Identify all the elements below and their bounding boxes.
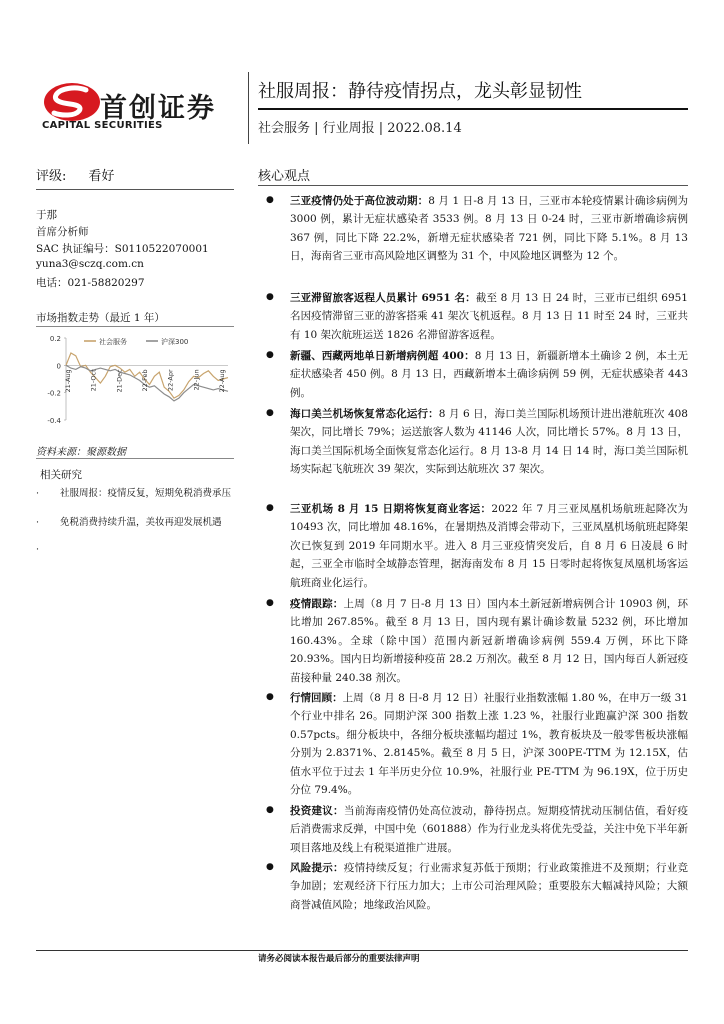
bullet-icon: ● [266,292,274,302]
analyst-name: 于那 [36,209,57,221]
related-item[interactable]: · 免税消费持续升温，美妆再迎发展机遇 [36,517,222,528]
bullet-icon: ● [266,805,274,815]
x-tick-label: 22-Feb [141,369,149,392]
chart-title: 市场指数走势（最近 1 年） [36,312,165,324]
core-item-market-review: 行情回顾：上周（8 月 8 日-8 月 12 日）社服行业指数涨幅 1.80 %，在申万一级 31 个行业中排名 26。同期沪深 300 指数上涨 1.23 %，社服行业跑赢沪深 300 指数 0.57pcts。细分板块中，各细分板块涨幅均超过 1%，教育板块及一般零售板块涨幅分别为 2.8371%、2.8145%。截至 8 月 5 日，沪深 300PE-TTM 为 12.15X，估值水平位于过去 1 年半历史分位 10.9%，社服行业 PE-TTM 为 96.19X，位于历史分位 79.4%。 [290,692,688,797]
market-index-chart [36,328,236,433]
core-views-title: 核心观点 [258,169,311,184]
core-item-investment-advice: 投资建议：当前海南疫情仍处高位波动，静待拐点。短期疫情扰动压制估值，看好疫后消费需求反弹，中国中免（601888）作为行业龙头将优先受益，关注中免下半年新项目落地及线上有税渠道推广进展。 [290,805,689,854]
x-tick-label: 22-Aug [218,369,226,393]
chart-source: 资料来源：聚源数据 [36,447,126,458]
bullet-icon: ● [266,862,274,872]
y-tick-label: -0.2 [47,389,61,398]
core-item-risk-warning: 风险提示：疫情持续反复；行业需求复苏低于预期；行业政策推进不及预期；行业竞争加剧；宏观经济下行压力加大；上市公司治理风险；重要股东大幅减持风险；大额商誉减值风险；地缘政治风险。 [290,862,689,911]
y-tick-label: 0 [56,362,61,371]
x-tick-label: 21-Oct [89,369,98,392]
related-item[interactable]: · 社服周报：疫情反复，短期免税消费承压 [36,488,232,499]
brand-name-en: CAPITAL SECURITIES [42,120,163,131]
bullet-icon: ● [266,598,274,608]
bullet-icon: ● [266,408,274,418]
x-tick-label: 22-Apr [166,369,175,392]
core-item-sanya-airport: 三亚机场 8 月 15 日期将恢复商业客运：2022 年 7 月三亚凤凰机场航班起降次为 10493 次，同比增加 48.16%，在暑期热及消博会带动下，三亚凤凰机场航班起降架次已恢复到 2019 年同期水平。进入 8 月三亚疫情突发后，自 8 月 6 日凌晨 6 时起，三亚全市临时全域静态管理，据海南发布 8 月 15 日零时起将恢复凤凰机场客运航班商业化运行。 [290,503,688,589]
title-rule [258,108,688,110]
header-divider [248,72,249,144]
dot-icon: · [36,517,40,528]
core-item-stranded-tourists: 三亚滞留旅客返程人员累计 6951 名：截至 8 月 13 日 24 时，三亚市已组织 6951 名因疫情滞留三亚的游客搭乘 41 架次飞机返程。8 月 13 日 11 时至 24 时，三亚共有 10 架次航班运送 1826 名滞留游客返程。 [290,292,688,341]
source-rule [36,458,234,459]
report-title: 社服周报：静待疫情拐点，龙头彰显韧性 [258,81,582,102]
core-rule [258,185,688,186]
bullet-icon: ● [266,350,274,360]
legend-label: 沪深300 [161,338,189,346]
bullet-icon: ● [266,503,274,513]
y-tick-label: -0.4 [47,417,61,425]
core-item-epidemic-tracking: 疫情跟踪：上周（8 月 7 日-8 月 13 日）国内本土新冠新增病例合计 10903 例，环比增加 267.85%。截至 8 月 13 日，国内现有累计确诊数量 5232 例，环比增加 160.43%。全球（除中国）范围内新冠新增确诊病例 559.4 万例，环比下降 20.93%。国内日均新增接种疫苗 28.2 万剂次。截至 8 月 12 日，国内每百人新冠疫苗接种量 240.38 剂次。 [290,598,688,684]
related-research-title: 相关研究 [40,469,82,481]
x-tick-label: 21-Aug [64,369,72,393]
left-rule [36,189,234,190]
dot-icon: · [36,488,40,499]
bullet-icon: ● [266,195,274,205]
rating [36,165,114,184]
x-tick-label: 21-Dec [115,369,124,393]
chart-top-rule [36,326,234,327]
rating-value: 看好 [88,169,115,184]
rating-label: 评级: [36,169,67,184]
bullet-icon: ● [266,692,274,702]
analyst-sac: SAC 执证编号：S0110522070001 [36,243,209,255]
core-item-epidemic-sanya: 三亚疫情仍处于高位波动期：8 月 1 日-8 月 13 日，三亚市本轮疫情累计确诊病例为 3000 例，累计无症状感染者 3533 例。8 月 13 日 0-24 时，三亚市新增确诊病例 367 例，同比下降 22.2%，新增无症状感染者 721 例，同比下降 5.1%。8 月 13 日，海南省三亚市高风险地区调整为 31 个，中风险地区调整为 12 个。 [290,195,688,263]
core-item-xinjiang-tibet: 新疆、西藏两地单日新增病例超 400：8 月 13 日，新疆新增本土确诊 2 例，本土无症状感染者 450 例。8 月 13 日，西藏新增本土确诊病例 59 例，无症状感染者 443 例。 [290,350,688,399]
core-item-haikou-airport: 海口美兰机场恢复常态化运行：8 月 6 日，海口美兰国际机场预计进出港航班次 408 架次，同比增长 79%；运送旅客人数为 41146 人次，同比增长 57%。8 月 13 日，海口美兰国际机场全面恢复常态化运行。8 月 13-8 月 14 日 14 时，海口美兰国际机场实际起飞航班次 39 架次，实际到达航班次 37 架次。 [290,408,688,476]
analyst-phone: 电话：021-58820297 [36,277,145,289]
x-tick-label: 22-Jun [192,369,201,391]
brand-name-cn: 首创证券 [100,93,216,124]
analyst-email[interactable]: yuna3@sczq.com.cn [36,258,144,270]
legal-footer: 请务必阅读本报告最后部分的重要法律声明 [258,954,420,964]
y-tick-label: 0.2 [49,335,61,343]
footer-rule [36,950,688,951]
legend-label: 社会服务 [99,338,127,346]
report-subtitle: 社会服务 | 行业周报 | 2022.08.14 [258,121,462,136]
dot-icon: · [36,544,40,555]
analyst-role: 首席分析师 [36,226,89,238]
